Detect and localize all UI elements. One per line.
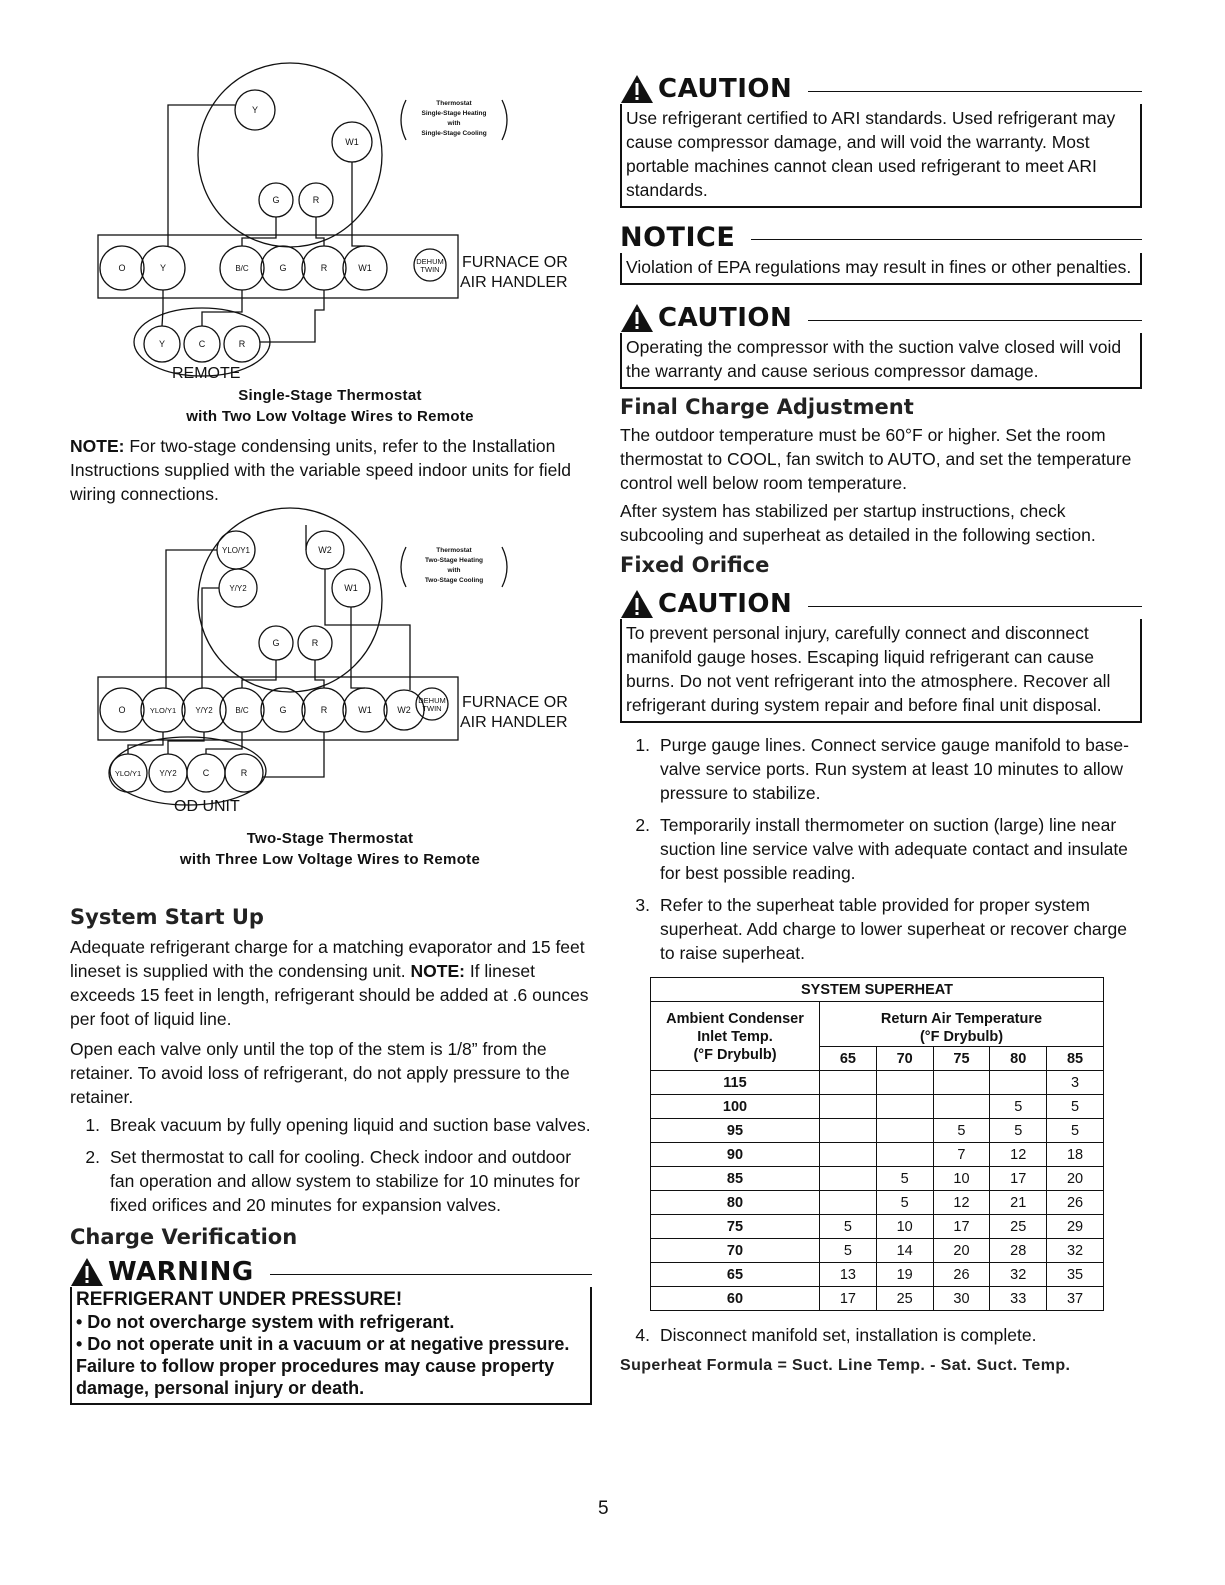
table-cell (876, 1119, 933, 1143)
table-cell (876, 1071, 933, 1095)
table-row (651, 1143, 1104, 1167)
table-row (651, 1287, 1104, 1311)
row-temp: 75 (651, 1215, 820, 1239)
svg-text:OD UNIT: OD UNIT (174, 798, 240, 815)
right-column (620, 74, 1142, 1375)
svg-text:TWIN: TWIN (422, 704, 442, 713)
table-cell: 32 (1047, 1239, 1104, 1263)
warning-triangle-icon (70, 1257, 104, 1287)
table-cell: 19 (876, 1263, 933, 1287)
svg-text:R: R (240, 768, 248, 778)
section-heading: Final Charge Adjustment (620, 395, 914, 419)
diagram2-caption: Two-Stage Thermostat with Three Low Voltage Wires to Remote (179, 830, 481, 868)
list-item: 1. Break vacuum by fully opening liquid and suction base valves. (85, 1115, 591, 1135)
svg-text:Y/Y2: Y/Y2 (195, 706, 213, 715)
table-cell: 26 (933, 1263, 990, 1287)
svg-text:Single-Stage Heating: Single-Stage Heating (421, 110, 487, 117)
table-cell: 3 (1047, 1071, 1104, 1095)
svg-text:G: G (272, 638, 280, 648)
list-item: 4. Disconnect manifold set, installation is complete. (635, 1325, 1037, 1345)
note-two-stage: NOTE: For two-stage condensing units, refer to the Installation Instructions supplied with the variable speed indoor units for field wiring connections. (70, 436, 571, 504)
table-cell: 20 (933, 1239, 990, 1263)
svg-text:YLO/Y1: YLO/Y1 (149, 706, 177, 715)
table-cell: 12 (990, 1143, 1047, 1167)
row-temp: 115 (651, 1071, 820, 1095)
table-cell: 5 (1047, 1095, 1104, 1119)
table-cell (876, 1095, 933, 1119)
orifice-final-step (620, 1323, 1142, 1347)
svg-text:W1: W1 (358, 263, 372, 273)
terminal-label: Y (251, 105, 259, 115)
table-cell (990, 1071, 1047, 1095)
table-cell: 29 (1047, 1215, 1104, 1239)
orifice-steps (620, 733, 1142, 965)
caution-block: CAUTION Use refrigerant certified to ARI standards. Used refrigerant may cause compressor damage, and will void the warranty. Most portable machines cannot clean used refrigerant to meet ARI standards. (620, 74, 1142, 208)
table-cell: 17 (820, 1287, 877, 1311)
svg-text:G: G (279, 705, 287, 715)
row-temp: 65 (651, 1263, 820, 1287)
svg-text:with: with (447, 120, 461, 127)
svg-text:with: with (447, 567, 461, 574)
table-cell: 37 (1047, 1287, 1104, 1311)
svg-text:DEHUM: DEHUM (416, 257, 444, 266)
table-cell: 25 (876, 1287, 933, 1311)
superheat-formula: Superheat Formula = Suct. Line Temp. - Sat. Suct. Temp. (620, 1357, 1071, 1374)
row-temp: 70 (651, 1239, 820, 1263)
list-item: 3. Refer to the superheat table provided for proper system superheat. Add charge to lower superheat or recover charge to raise superheat. (635, 895, 1127, 963)
row-temp: 80 (651, 1191, 820, 1215)
table-cell: 5 (933, 1119, 990, 1143)
table-row (651, 1215, 1104, 1239)
table-cell: 30 (933, 1287, 990, 1311)
table-cell: 25 (990, 1215, 1047, 1239)
svg-text:B/C: B/C (235, 264, 249, 273)
row-temp: 95 (651, 1119, 820, 1143)
column-header: 65 (820, 1047, 877, 1071)
system-start-up-section (70, 905, 596, 1405)
paragraph: The outdoor temperature must be 60°F or higher. Set the room thermostat to COOL, fan switch to AUTO, and set the temperature control well below room temperature. (620, 425, 1132, 493)
caution-block: CAUTION Operating the compressor with the suction valve closed will void the warranty and cause serious compressor damage. (620, 303, 1142, 389)
svg-text:Single-Stage Cooling: Single-Stage Cooling (421, 130, 487, 137)
warning-triangle-icon (620, 74, 654, 104)
list-item: 2. Set thermostat to call for cooling. Check indoor and outdoor fan operation and allow system to stabilize for 10 minutes for fixed orifices and 20 minutes for expansion valves. (85, 1147, 580, 1215)
page-number: 5 (598, 1498, 609, 1519)
svg-text:B/C: B/C (235, 706, 249, 715)
svg-text:Two-Stage Cooling: Two-Stage Cooling (424, 577, 484, 584)
table-cell: 33 (990, 1287, 1047, 1311)
warning-triangle-icon (620, 303, 654, 333)
table-row (651, 1263, 1104, 1287)
svg-text:YLO/Y1: YLO/Y1 (221, 546, 251, 555)
svg-text:Y: Y (158, 339, 166, 349)
warning-triangle-icon (620, 589, 654, 619)
table-cell: 5 (820, 1239, 877, 1263)
svg-text:Y/Y2: Y/Y2 (159, 769, 177, 778)
table-cell: 5 (820, 1215, 877, 1239)
table-cell: 28 (990, 1239, 1047, 1263)
warning-failure: Failure to follow proper procedures may cause property damage, personal injury or death. (76, 1356, 555, 1398)
table-cell (933, 1071, 990, 1095)
svg-text:TWIN: TWIN (420, 265, 440, 274)
svg-text:W2: W2 (318, 545, 332, 555)
warning-bullet: • Do not overcharge system with refrigerant. (76, 1312, 455, 1332)
terminal-label: R (312, 195, 320, 205)
section-heading: Charge Verification (70, 1225, 298, 1249)
list-item: 2. Temporarily install thermometer on suction (large) line near suction line service valve with adequate contact and insulate for best possible reading. (635, 815, 1128, 883)
table-cell (820, 1119, 877, 1143)
single-stage-wiring-diagram (70, 60, 590, 380)
remote-label: REMOTE (172, 365, 241, 380)
table-cell: 13 (820, 1263, 877, 1287)
table-cell: 5 (1047, 1119, 1104, 1143)
svg-text:W2: W2 (397, 705, 411, 715)
table-cell: 5 (876, 1167, 933, 1191)
table-cell: 5 (990, 1119, 1047, 1143)
svg-text:YLO/Y1: YLO/Y1 (114, 769, 142, 778)
table-cell (933, 1095, 990, 1119)
table-cell: 10 (933, 1167, 990, 1191)
table-cell: 14 (876, 1239, 933, 1263)
svg-text:FURNACE OR: FURNACE OR (462, 694, 568, 711)
svg-text:O: O (118, 705, 126, 715)
table-row (651, 1167, 1104, 1191)
two-stage-wiring-diagram (70, 505, 590, 825)
table-cell: 32 (990, 1263, 1047, 1287)
table-cell: 5 (990, 1095, 1047, 1119)
table-cell: 17 (990, 1167, 1047, 1191)
table-row (651, 1191, 1104, 1215)
table-cell (820, 1095, 877, 1119)
table-title: SYSTEM SUPERHEAT (651, 978, 1104, 1002)
svg-text:Y/Y2: Y/Y2 (229, 584, 247, 593)
table-cell: 17 (933, 1215, 990, 1239)
section-heading: System Start Up (70, 905, 264, 929)
furnace-label: FURNACE OR (462, 254, 568, 271)
svg-text:AIR HANDLER: AIR HANDLER (460, 274, 568, 291)
row-temp: 60 (651, 1287, 820, 1311)
table-cell: 7 (933, 1143, 990, 1167)
svg-text:Thermostat: Thermostat (436, 100, 472, 107)
svg-text:G: G (279, 263, 287, 273)
svg-text:R: R (320, 263, 328, 273)
svg-text:DEHUM: DEHUM (418, 696, 446, 705)
column-header: 80 (990, 1047, 1047, 1071)
table-cell (820, 1167, 877, 1191)
svg-text:AIR HANDLER: AIR HANDLER (460, 714, 568, 731)
table-cell: 35 (1047, 1263, 1104, 1287)
table-cell (820, 1191, 877, 1215)
svg-text:C: C (202, 768, 210, 778)
row-temp: 85 (651, 1167, 820, 1191)
table-row (651, 1071, 1104, 1095)
paragraph: Open each valve only until the top of the stem is 1/8” from the retainer. To avoid loss of refrigerant, do not apply pressure to the retainer. (70, 1039, 570, 1107)
column-header: 85 (1047, 1047, 1104, 1071)
superheat-table (650, 977, 1104, 1311)
table-cell: 21 (990, 1191, 1047, 1215)
column-group-header: Return Air Temperature (°F Drybulb) (820, 1002, 1104, 1047)
table-cell (876, 1143, 933, 1167)
table-cell: 20 (1047, 1167, 1104, 1191)
paragraph: After system has stabilized per startup instructions, check subcooling and superheat as detailed in the following section. (620, 501, 1096, 545)
warning-bullet: • Do not operate unit in a vacuum or at negative pressure. (76, 1334, 570, 1354)
row-temp: 90 (651, 1143, 820, 1167)
caution-block: CAUTION To prevent personal injury, carefully connect and disconnect manifold gauge hoses. Escaping liquid refrigerant can cause burns. Do not vent refrigerant into the atmosphere. Recover all refrigerant during system repair and before final unit disposal. (620, 589, 1142, 723)
table-cell: 18 (1047, 1143, 1104, 1167)
svg-text:R: R (320, 705, 328, 715)
warning-head: REFRIGERANT UNDER PRESSURE! (76, 1289, 403, 1310)
svg-text:O: O (118, 263, 126, 273)
svg-text:C: C (198, 339, 206, 349)
svg-text:R: R (311, 638, 319, 648)
svg-text:Two-Stage Heating: Two-Stage Heating (424, 557, 484, 564)
warning-block: WARNING REFRIGERANT UNDER PRESSURE! • Do not overcharge system with refrigerant. • Do not operate unit in a vacuum or at negative pressure. Failure to follow proper procedures may cause property damage, personal injury or death. (70, 1257, 592, 1405)
terminal-label: W1 (345, 137, 359, 147)
table-cell: 12 (933, 1191, 990, 1215)
table-row (651, 1239, 1104, 1263)
table-row (651, 1119, 1104, 1143)
section-heading: Fixed Orifice (620, 553, 770, 577)
notice-block: NOTICE Violation of EPA regulations may result in fines or other penalties. (620, 222, 1142, 285)
svg-text:W1: W1 (344, 583, 358, 593)
table-cell: 10 (876, 1215, 933, 1239)
column-header: 75 (933, 1047, 990, 1071)
table-cell: 26 (1047, 1191, 1104, 1215)
table-row (651, 1095, 1104, 1119)
table-cell (820, 1143, 877, 1167)
svg-text:Y: Y (159, 263, 167, 273)
list-item: 1. Purge gauge lines. Connect service gauge manifold to base-valve service ports. Run system at least 10 minutes to allow pressure to stabilize. (635, 735, 1129, 803)
svg-text:R: R (238, 339, 246, 349)
svg-text:W1: W1 (358, 705, 372, 715)
column-header: 70 (876, 1047, 933, 1071)
table-cell: 5 (876, 1191, 933, 1215)
row-header: Ambient Condenser Inlet Temp. (°F Drybulb) (651, 1002, 820, 1071)
svg-text:Thermostat: Thermostat (436, 547, 472, 554)
terminal-label: G (272, 195, 280, 205)
table-cell (820, 1071, 877, 1095)
diagram1-caption: Single-Stage Thermostat with Two Low Voltage Wires to Remote (186, 387, 474, 425)
start-up-steps (70, 1113, 596, 1217)
row-temp: 100 (651, 1095, 820, 1119)
paragraph: Adequate refrigerant charge for a matching evaporator and 15 feet lineset is supplied with the condensing unit. NOTE: If lineset exceeds 15 feet in length, refrigerant should be added at .6 ounces per foot of liquid line. (70, 937, 589, 1029)
